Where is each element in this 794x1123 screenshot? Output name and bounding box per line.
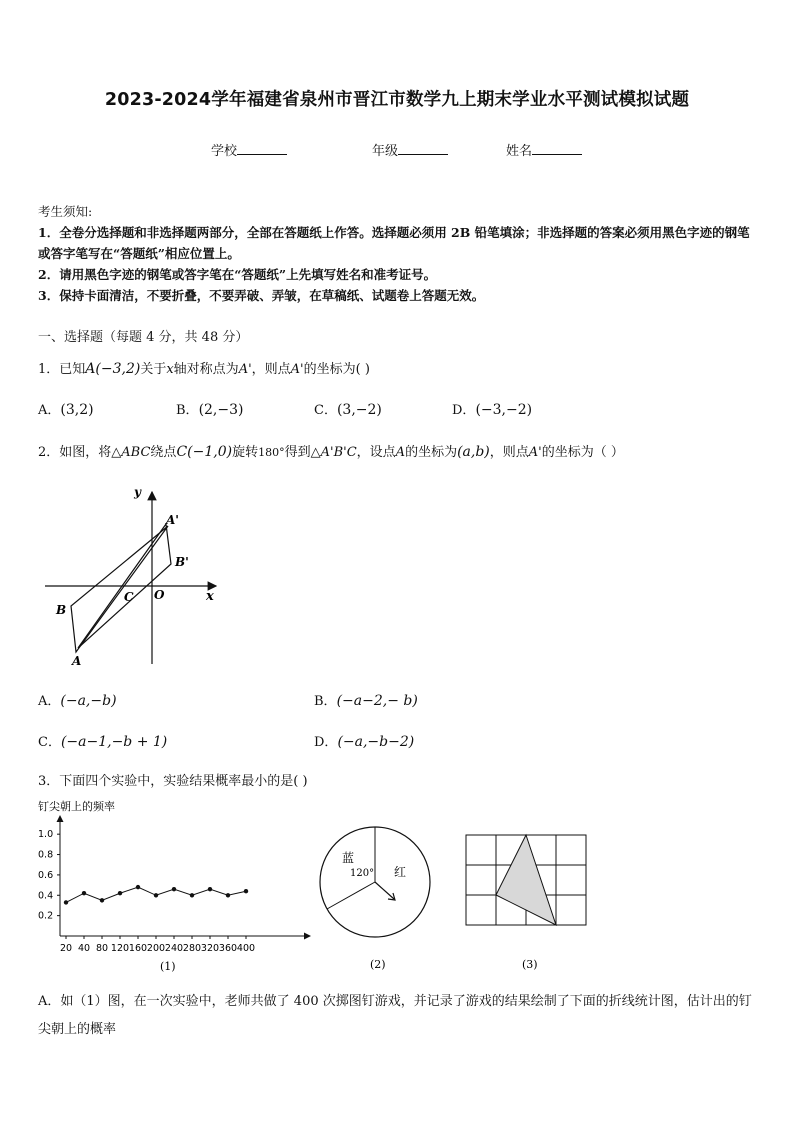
q2-text-4: 得到 <box>284 445 311 460</box>
label-a1: A' <box>166 513 179 527</box>
q2-coords: (a,b) <box>457 444 490 460</box>
data-point <box>190 893 194 897</box>
q1-option-a[interactable] <box>38 399 94 418</box>
y-tick-label: 1.0 <box>38 829 54 841</box>
q1-point: A(−3,2) <box>85 361 141 377</box>
data-point <box>100 898 104 902</box>
q2-pa: A <box>395 445 406 460</box>
data-point <box>82 891 86 895</box>
school-blank[interactable] <box>237 142 287 155</box>
fig1-caption: (1) <box>160 960 176 973</box>
x-tick-label: 160 <box>128 943 148 954</box>
q1-axis: x <box>166 362 174 377</box>
data-point <box>64 900 68 904</box>
x-tick-label: 40 <box>77 943 91 954</box>
q1-aprime-2: A' <box>290 362 304 377</box>
y-tick-label: 0.2 <box>38 910 54 922</box>
q1-text-3: 轴对称点为 <box>173 362 239 377</box>
x-tick-label: 400 <box>236 943 256 954</box>
data-point <box>244 889 248 893</box>
q3-spinner-figure <box>316 824 436 974</box>
name-field[interactable] <box>506 140 582 159</box>
question-1-stem <box>38 358 370 377</box>
data-point <box>172 887 176 891</box>
x-tick-label: 200 <box>146 943 166 954</box>
option-value: (3,2) <box>60 402 94 418</box>
q2-tri1: △ABC <box>111 445 151 460</box>
notice-block <box>38 201 760 306</box>
q1-option-c[interactable] <box>314 399 382 418</box>
question-2-stem <box>38 441 624 460</box>
q2-text-8: 的坐标为（ ） <box>541 445 624 460</box>
q2-text-5: ，设点 <box>356 445 396 460</box>
chart-ylabel: 钉尖朝上的频率 <box>38 800 115 813</box>
q2-text-6: 的坐标为 <box>405 445 458 460</box>
q2-text-3: 旋转 <box>232 445 259 460</box>
data-point <box>136 885 140 889</box>
spinner-angle-label: 120° <box>350 868 375 879</box>
x-tick-label: 240 <box>164 943 184 954</box>
x-tick-label: 120 <box>110 943 130 954</box>
spinner-radius-2 <box>327 882 375 909</box>
grade-label: 年级 <box>372 144 399 159</box>
q2-text-7: ，则点 <box>489 445 529 460</box>
q2-tri2: △A'B'C <box>310 445 357 460</box>
notice-item-1: 1．全卷分选择题和非选择题两部分，全部在答题纸上作答。选择题必须用 2B 铅笔填涂；非选择题的答案必须用黑色字迹的钢笔或答字笔写在“答题纸”相应位置上。 <box>38 225 750 261</box>
x-tick-label: 20 <box>59 943 73 954</box>
label-y: y <box>134 485 141 499</box>
name-blank[interactable] <box>532 142 582 155</box>
option-value: (−a,−b−2) <box>337 734 415 750</box>
option-value: (−3,−2) <box>475 402 533 418</box>
q1-text-5: 的坐标为( ) <box>303 362 370 377</box>
label-x: x <box>206 589 214 604</box>
q2-pa2: A' <box>528 445 542 460</box>
option-label: C． <box>314 403 337 418</box>
option-value: (−a−1,−b + 1) <box>60 734 168 750</box>
q3-grid-figure <box>462 832 592 976</box>
q1-option-b[interactable] <box>176 399 243 418</box>
notice-item-3: 3．保持卡面清洁，不要折叠，不要弄破、弄皱，在草稿纸、试题卷上答题无效。 <box>38 288 485 303</box>
x-tick-label: 80 <box>95 943 109 954</box>
label-o: O <box>154 588 165 602</box>
option-label: C． <box>38 735 61 750</box>
label-b1: B' <box>175 555 189 569</box>
label-c: C <box>124 590 134 604</box>
option-label: D． <box>314 735 338 750</box>
section-heading: 一、选择题（每题 4 分，共 48 分） <box>38 330 249 345</box>
q1-text-4: ，则点 <box>251 362 291 377</box>
q2-angle: 180° <box>258 446 285 459</box>
data-point <box>154 893 158 897</box>
q2-text-2: 绕点 <box>150 445 177 460</box>
option-label: D． <box>452 403 476 418</box>
name-label: 姓名 <box>506 144 533 159</box>
q2-option-d[interactable] <box>314 731 414 750</box>
q2-text-1: 2．如图，将 <box>38 445 112 460</box>
q1-text-1: 1．已知 <box>38 362 86 377</box>
option-label: A． <box>38 403 61 418</box>
y-tick-label: 0.6 <box>38 869 54 881</box>
fig3-caption: (3) <box>522 958 538 971</box>
option-label: B． <box>314 694 337 709</box>
school-field[interactable] <box>211 140 287 159</box>
y-tick-label: 0.4 <box>38 890 54 902</box>
q1-aprime: A' <box>238 362 252 377</box>
option-label: A． <box>38 694 61 709</box>
data-point <box>208 887 212 891</box>
question-3-stem: 3．下面四个实验中，实验结果概率最小的是( ) <box>38 774 308 789</box>
option-label: B． <box>176 403 199 418</box>
q3-option-a[interactable]: A．如（1）图，在一次实验中，老师共做了 400 次掷图钉游戏，并记录了游戏的结果绘制了下面的折线统计图，估计出的钉尖朝上的概率 <box>38 994 752 1037</box>
option-value: (−a−2,− b) <box>336 693 418 709</box>
x-tick-label: 360 <box>218 943 238 954</box>
q2-center: C(−1,0) <box>176 444 233 460</box>
q3-line-chart <box>30 796 320 976</box>
x-tick-label: 320 <box>200 943 220 954</box>
notice-heading: 考生须知: <box>38 204 93 219</box>
q2-coordinate-figure <box>40 478 230 673</box>
option-value: (−a,−b) <box>60 693 117 709</box>
q1-option-d[interactable] <box>452 399 532 418</box>
label-b: B <box>56 603 67 617</box>
spinner-pointer <box>375 882 394 899</box>
q2-option-b[interactable] <box>314 690 418 709</box>
q2-option-c[interactable] <box>38 731 167 750</box>
label-a: A <box>72 654 82 668</box>
x-tick-label: 280 <box>182 943 202 954</box>
grade-blank[interactable] <box>398 142 448 155</box>
page-title: 2023-2024学年福建省泉州市晋江市数学九上期末学业水平测试模拟试题 <box>104 90 690 110</box>
q2-option-a[interactable] <box>38 690 117 709</box>
grade-field[interactable] <box>372 140 448 159</box>
fig2-caption: (2) <box>370 958 386 971</box>
y-tick-label: 0.8 <box>38 849 54 861</box>
q1-text-2: 关于 <box>140 362 167 377</box>
spinner-blue-label: 蓝 <box>342 851 355 865</box>
data-point <box>118 891 122 895</box>
school-label: 学校 <box>211 144 238 159</box>
spinner-red-label: 红 <box>394 865 407 879</box>
option-value: (3,−2) <box>336 402 382 418</box>
option-value: (2,−3) <box>198 402 244 418</box>
data-point <box>226 893 230 897</box>
notice-item-2: 2．请用黑色字迹的钢笔或答字笔在“答题纸”上先填写姓名和准考证号。 <box>38 267 437 282</box>
